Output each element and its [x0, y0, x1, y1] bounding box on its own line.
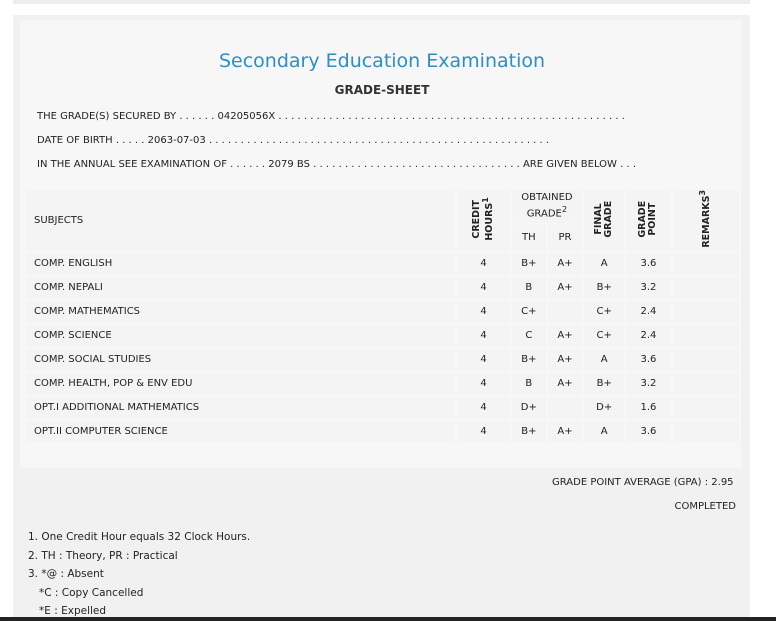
subjects-header: SUBJECTS	[26, 190, 455, 251]
subject-name: OPT.II COMPUTER SCIENCE	[26, 421, 455, 443]
grade-point: 2.4	[626, 301, 670, 323]
theory-grade: B+	[512, 421, 546, 443]
remarks-header: REMARKS$^3$	[673, 190, 739, 251]
practical-grade	[548, 301, 582, 323]
practical-grade: A+	[548, 349, 582, 371]
final-grade: A	[584, 253, 624, 275]
top-divider	[13, 0, 750, 4]
theory-grade: C	[512, 325, 546, 347]
exam-title: Secondary Education Examination	[218, 50, 546, 72]
footnote-credit-hour: 1. One Credit Hour equals 32 Clock Hours.	[28, 531, 251, 543]
final-grade: A	[584, 349, 624, 371]
theory-grade: B+	[512, 349, 546, 371]
exam-label: IN THE ANNUAL SEE EXAMINATION OF . . . . . .	[37, 159, 266, 170]
th-header: TH	[512, 225, 546, 251]
credit-hours: 4	[457, 325, 509, 347]
gpa-summary: GRADE POINT AVERAGE (GPA) : 2.95	[552, 477, 734, 488]
grade-point: 3.2	[626, 373, 670, 395]
footnote-absent: 3. *@ : Absent	[28, 568, 104, 580]
credit-hours: 4	[457, 397, 509, 419]
table-row	[26, 421, 739, 443]
obtained-grade-header: OBTAINED GRADE$^2$	[512, 190, 582, 223]
subject-name: COMP. NEPALI	[26, 277, 455, 299]
bottom-bar	[0, 617, 776, 621]
final-grade: B+	[584, 373, 624, 395]
subject-name: COMP. SCIENCE	[26, 325, 455, 347]
table-row	[26, 373, 739, 395]
credit-hours: 4	[457, 349, 509, 371]
credit-hours-header: CREDIT HOURS$^1$	[457, 190, 509, 251]
credit-hours: 4	[457, 301, 509, 323]
practical-grade: A+	[548, 421, 582, 443]
remarks	[673, 301, 739, 323]
grade-sheet-heading: GRADE-SHEET	[334, 83, 430, 97]
subject-name: OPT.I ADDITIONAL MATHEMATICS	[26, 397, 455, 419]
subject-name: COMP. SOCIAL STUDIES	[26, 349, 455, 371]
grade-point: 3.6	[626, 421, 670, 443]
theory-grade: D+	[512, 397, 546, 419]
credit-hours: 4	[457, 373, 509, 395]
remarks	[673, 421, 739, 443]
footnote-th-pr: 2. TH : Theory, PR : Practical	[28, 549, 178, 562]
final-grade: D+	[584, 397, 624, 419]
footnote-expelled: *E : Expelled	[39, 605, 107, 617]
table-header-row	[26, 190, 739, 223]
symbol-number: 04205056X	[217, 111, 276, 122]
grade-table	[24, 188, 741, 445]
grade-point-header: GRADE POINT	[626, 190, 670, 251]
result-status: COMPLETED	[674, 501, 736, 512]
date-of-birth: 2063-07-03	[147, 135, 206, 146]
exam-line	[37, 159, 636, 170]
table-row	[26, 277, 739, 299]
credit-hours: 4	[457, 421, 509, 443]
practical-grade: A+	[548, 253, 582, 275]
table-row	[26, 253, 739, 275]
secured-by-line	[37, 111, 625, 122]
footnote-copy-cancelled: *C : Copy Cancelled	[39, 586, 144, 599]
final-grade: C+	[584, 301, 624, 323]
table-row	[26, 397, 739, 419]
remarks	[673, 325, 739, 347]
theory-grade: B	[512, 373, 546, 395]
grade-point: 3.6	[626, 349, 670, 371]
grade-point: 2.4	[626, 325, 670, 347]
theory-grade: B+	[512, 253, 546, 275]
grade-point: 3.6	[626, 253, 670, 275]
table-row	[26, 325, 739, 347]
practical-grade: A+	[548, 325, 582, 347]
practical-grade: A+	[548, 277, 582, 299]
footnotes	[28, 528, 250, 621]
theory-grade: B	[512, 277, 546, 299]
dotted-filler: . . . . . . . . . . . . . . . . . . . . . . . . . . . . . . . . . . . . . . . . . . . . . . . . . . . . . .	[208, 135, 550, 146]
dotted-filler: . . . . . . . . . . . . . . . . . . . . . . . . . . . . . . . . . . . . . . . . . . . . . . . . . . . . . . .	[278, 111, 625, 122]
final-grade-header: FINAL GRADE	[584, 190, 624, 251]
remarks	[673, 253, 739, 275]
given-below-label: ARE GIVEN BELOW . . .	[522, 159, 636, 170]
subject-name: COMP. HEALTH, POP & ENV EDU	[26, 373, 455, 395]
credit-hours: 4	[457, 253, 509, 275]
exam-year: 2079 BS	[268, 159, 310, 170]
grade-point: 3.2	[626, 277, 670, 299]
credit-hours: 4	[457, 277, 509, 299]
subject-name: COMP. ENGLISH	[26, 253, 455, 275]
remarks	[673, 373, 739, 395]
final-grade: B+	[584, 277, 624, 299]
remarks	[673, 277, 739, 299]
table-row	[26, 349, 739, 371]
dob-line	[37, 135, 549, 146]
dotted-filler: . . . . . . . . . . . . . . . . . . . . . . . . . . . . . . . . .	[313, 159, 520, 170]
remarks	[673, 397, 739, 419]
secured-by-label: THE GRADE(S) SECURED BY . . . . . .	[37, 111, 215, 122]
subject-name: COMP. MATHEMATICS	[26, 301, 455, 323]
table-row	[26, 301, 739, 323]
theory-grade: C+	[512, 301, 546, 323]
remarks	[673, 349, 739, 371]
pr-header: PR	[548, 225, 582, 251]
dob-label: DATE OF BIRTH . . . . .	[37, 135, 145, 146]
final-grade: C+	[584, 325, 624, 347]
final-grade: A	[584, 421, 624, 443]
grade-point: 1.6	[626, 397, 670, 419]
practical-grade	[548, 397, 582, 419]
practical-grade: A+	[548, 373, 582, 395]
